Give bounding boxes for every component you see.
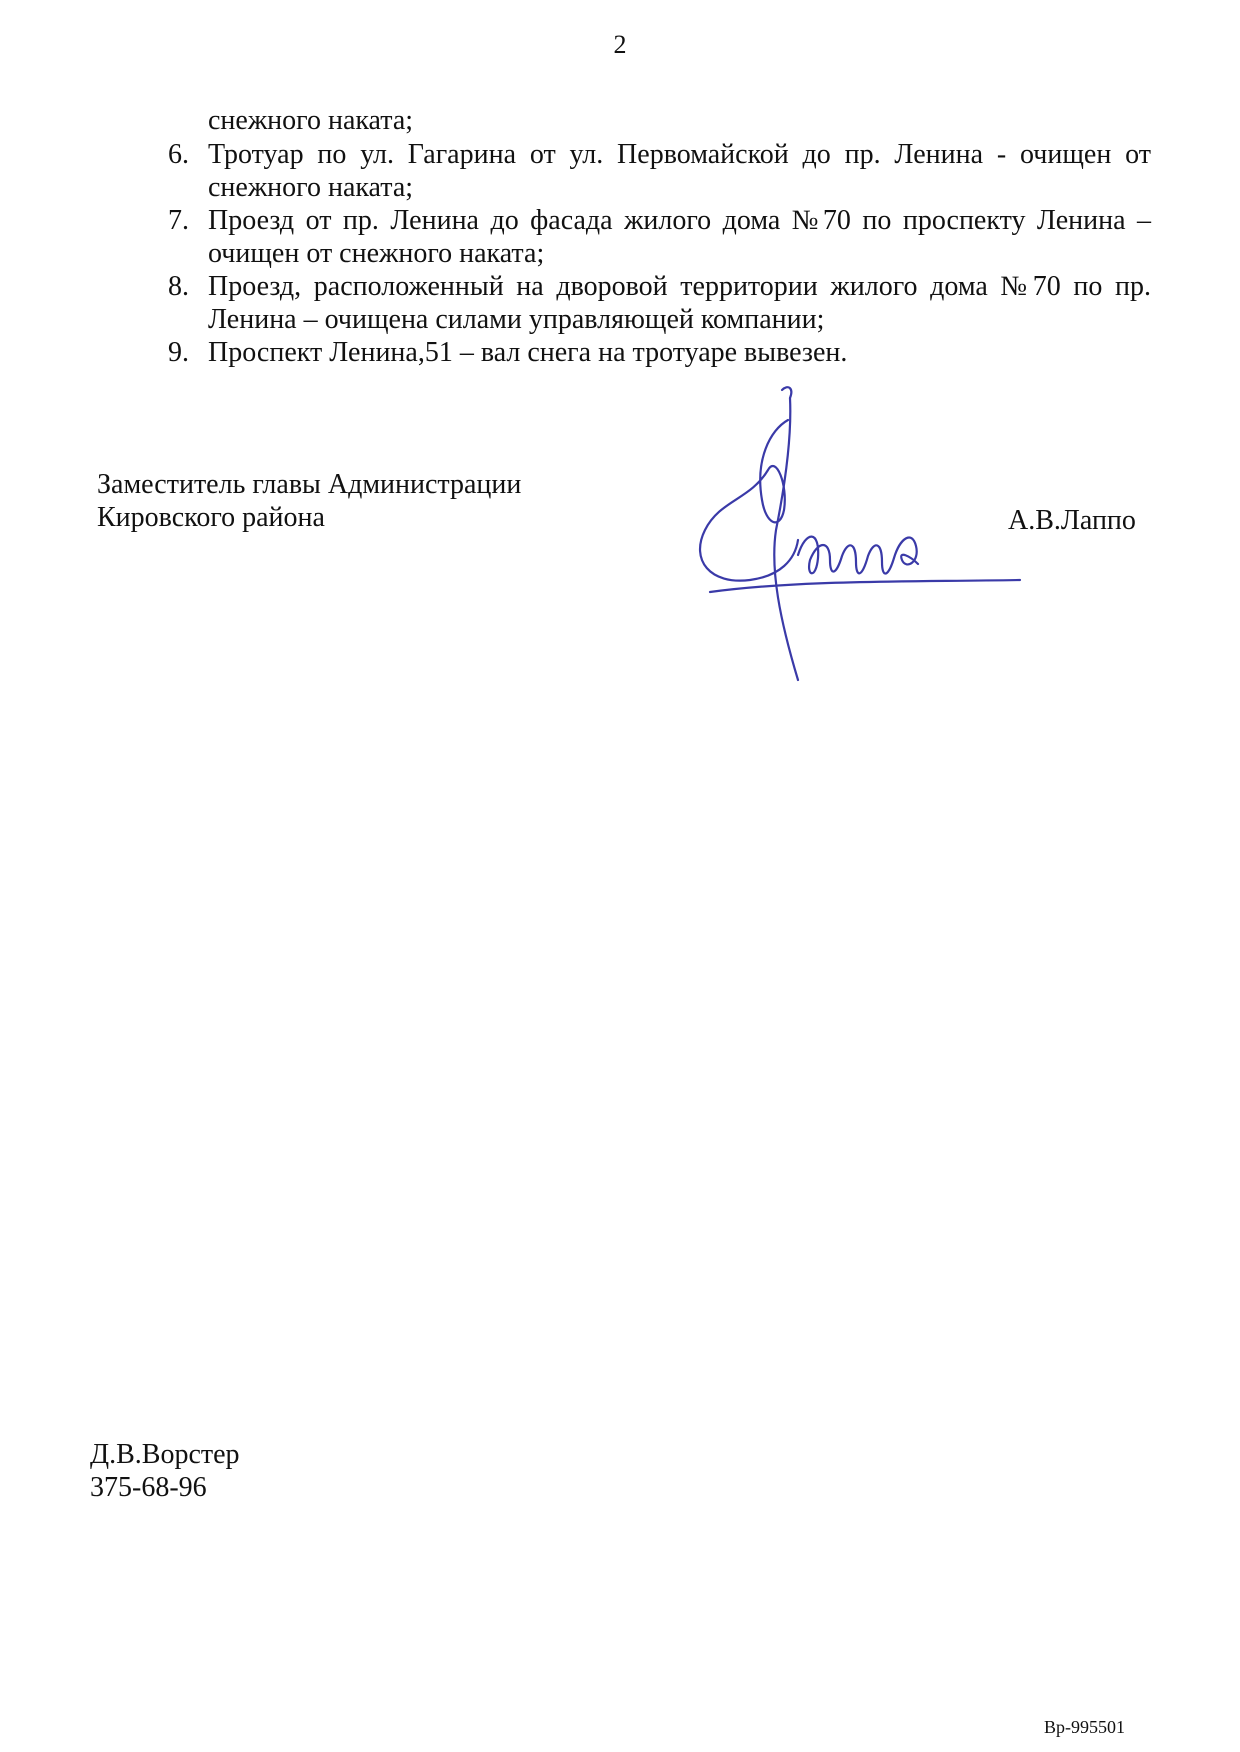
signer-name: А.В.Лаппо <box>1008 505 1136 536</box>
numbered-list <box>168 138 1151 369</box>
list-item <box>168 204 1151 270</box>
executor-phone: 375-68-96 <box>90 1472 207 1503</box>
signer-position <box>97 468 521 534</box>
page-number: 2 <box>613 30 627 59</box>
signer-position-line2: Кировского района <box>97 502 325 533</box>
signer-position-line1: Заместитель главы Администрации <box>97 469 522 500</box>
list-item <box>168 270 1151 336</box>
list-item-text: Проспект Ленина,51 – вал снега на тротуаре вывезен. <box>208 337 848 368</box>
list-item-number: 6. <box>168 139 189 170</box>
continuation-text: снежного наката; <box>208 105 414 136</box>
executor-block <box>90 1438 240 1504</box>
list-item-number: 8. <box>168 271 189 302</box>
list-item-text: Проезд, расположенный на дворовой территории жилого дома №70 по пр. Ленина – очищена силами управляющей компании; <box>208 271 1151 335</box>
handwritten-signature <box>680 380 1040 690</box>
executor-name: Д.В.Ворстер <box>90 1439 240 1470</box>
document-code: Вр-995501 <box>1044 1717 1125 1737</box>
list-item-number: 9. <box>168 337 189 368</box>
list-item-text: Проезд от пр. Ленина до фасада жилого дома №70 по проспекту Ленина – очищен от снежного наката; <box>208 205 1151 269</box>
list-item-number: 7. <box>168 205 189 236</box>
list-item-text: Тротуар по ул. Гагарина от ул. Первомайской до пр. Ленина - очищен от снежного наката; <box>208 139 1151 203</box>
list-item <box>168 336 1151 369</box>
list-item <box>168 138 1151 204</box>
